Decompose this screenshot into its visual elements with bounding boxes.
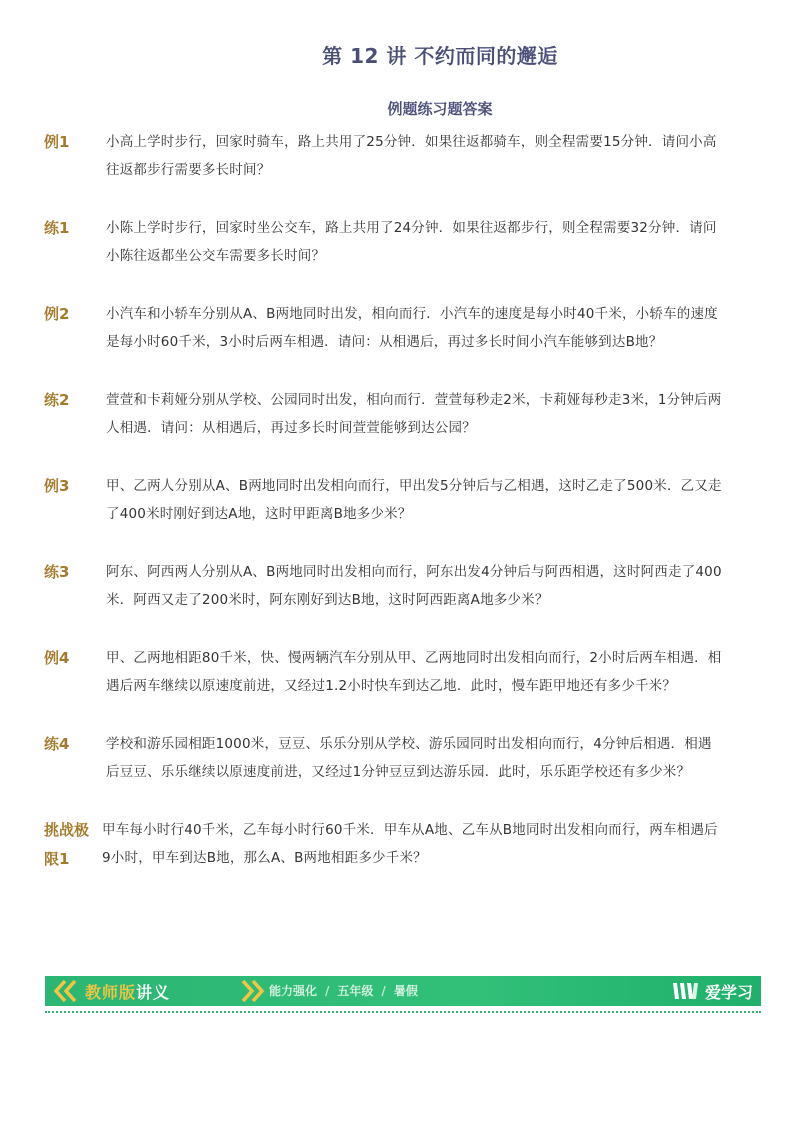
problem-text: 甲、乙两人分别从A、B两地同时出发相向而行，甲出发5分钟后与乙相遇，这时乙走了500米．乙又走了400米时刚好到达A地，这时甲距离B地多少米？ — [106, 478, 722, 522]
problem-label: 练1 — [44, 219, 70, 237]
footer-banner — [45, 976, 761, 1006]
problem-label: 例2 — [44, 305, 70, 323]
problem-text: 学校和游乐园相距1000米，豆豆、乐乐分别从学校、游乐园同时出发相向而行，4分钟后相遇．相遇后豆豆、乐乐继续以原速度前进，又经过1分钟豆豆到达游乐园．此时，乐乐距学校还有多少米？ — [106, 736, 712, 780]
brand-logo — [671, 976, 753, 1006]
problem-item — [44, 730, 724, 786]
problem-text: 萱萱和卡莉娅分别从学校、公园同时出发，相向而行．萱萱每秒走2米，卡莉娅每秒走3米，1分钟后两人相遇．请问：从相遇后，再过多长时间萱萱能够到达公园？ — [106, 392, 722, 436]
footer-divider — [45, 1011, 761, 1013]
brand-mark-icon — [671, 980, 701, 1002]
problem-item — [44, 300, 724, 356]
problem-label: 例3 — [44, 477, 70, 495]
double-chevron-icon — [51, 978, 81, 1004]
section-title: 例题练习题答案 — [387, 100, 493, 118]
tag-separator: / — [325, 984, 330, 998]
problem-text: 甲车每小时行40千米，乙车每小时行60千米．甲车从A地、乙车从B地同时出发相向而行，两车相遇后9小时，甲车到达B地，那么A、B两地相距多少千米？ — [102, 822, 718, 866]
problem-label: 例4 — [44, 649, 70, 667]
problem-text: 小汽车和小轿车分别从A、B两地同时出发，相向而行．小汽车的速度是每小时40千米，小轿车的速度是每小时60千米，3小时后两车相遇．请问：从相遇后，再过多长时间小汽车能够到达B地？ — [106, 306, 718, 350]
edition-accent: 讲义 — [136, 982, 171, 1002]
problem-item — [44, 128, 724, 184]
edition-main: 教师版 — [85, 982, 137, 1002]
problem-item — [44, 386, 724, 442]
problem-label: 练3 — [44, 563, 70, 581]
problem-text: 小陈上学时步行，回家时坐公交车，路上共用了24分钟．如果往返都步行，则全程需要32分钟．请问小陈往返都坐公交车需要多长时间？ — [106, 220, 717, 264]
problem-item — [44, 472, 724, 528]
double-chevron-icon — [237, 978, 267, 1004]
tag-ability: 能力强化 — [269, 984, 318, 998]
problem-label: 例1 — [44, 133, 70, 151]
footer-tags — [269, 976, 418, 1006]
problem-item — [44, 214, 724, 270]
tag-grade: 五年级 — [337, 984, 374, 998]
problem-text: 甲、乙两地相距80千米，快、慢两辆汽车分别从甲、乙两地同时出发相向而行，2小时后两车相遇．相遇后两车继续以原速度前进，又经过1.2小时快车到达乙地．此时，慢车距甲地还有多少千米？ — [106, 650, 722, 694]
problem-text: 阿东、阿西两人分别从A、B两地同时出发相向而行，阿东出发4分钟后与阿西相遇，这时阿西走了400米．阿西又走了200米时，阿东刚好到达B地，这时阿西距离A地多少米？ — [106, 564, 722, 608]
page-title: 第 12 讲 不约而同的邂逅 — [322, 44, 558, 68]
tag-separator: / — [381, 984, 386, 998]
problem-label: 练4 — [44, 735, 70, 753]
problem-label: 挑战极限1 — [44, 821, 90, 868]
problem-text: 小高上学时步行，回家时骑车，路上共用了25分钟．如果往返都骑车，则全程需要15分钟．请问小高往返都步行需要多长时间？ — [106, 134, 717, 178]
problem-list — [44, 128, 724, 904]
edition-label — [85, 980, 170, 1003]
problem-item — [44, 816, 724, 874]
brand-name: 爱学习 — [704, 982, 753, 1002]
problem-item — [44, 644, 724, 700]
tag-term: 暑假 — [393, 984, 418, 998]
problem-item — [44, 558, 724, 614]
problem-label: 练2 — [44, 391, 70, 409]
